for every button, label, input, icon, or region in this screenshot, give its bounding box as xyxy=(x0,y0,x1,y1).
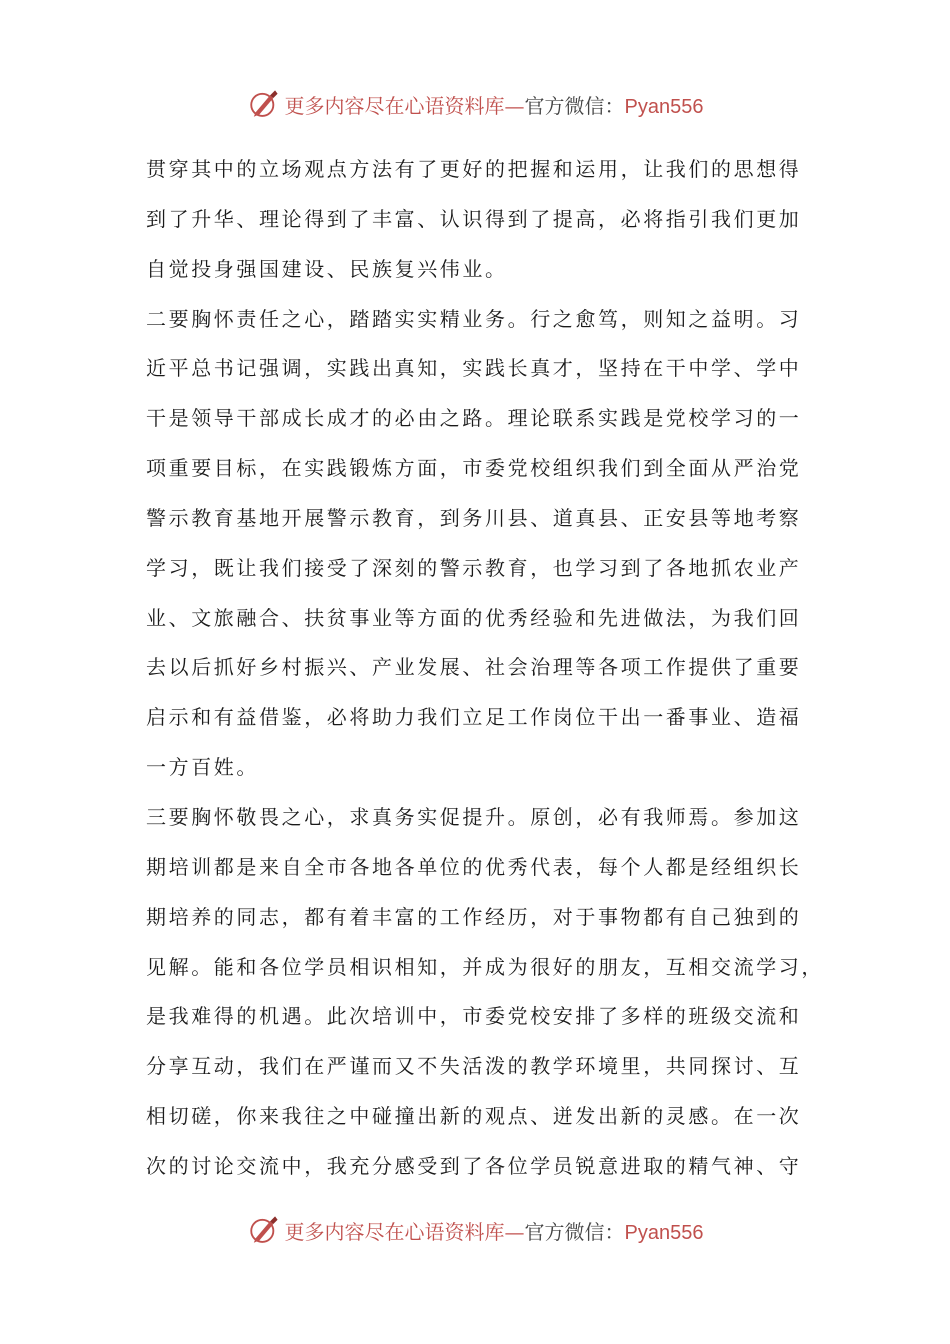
text-line: 贯穿其中的立场观点方法有了更好的把握和运用，让我们的思想得 xyxy=(146,157,802,181)
footer-dash: — xyxy=(504,1219,525,1244)
text-line: 启示和有益借鉴，必将助力我们立足工作岗位干出一番事业、造福 xyxy=(146,705,802,730)
text-line: 相切磋，你来我往之中碰撞出新的观点、迸发出新的灵感。在一次 xyxy=(146,1104,802,1129)
text-line: 业、文旅融合、扶贫事业等方面的优秀经验和先进做法，为我们回 xyxy=(146,605,802,630)
footer-label: 官方微信： xyxy=(524,1219,625,1244)
text-line: 期培养的同志，都有着丰富的工作经历，对于事物都有自己独到的 xyxy=(146,904,802,929)
text-line: 二要胸怀责任之心，踏踏实实精业务。行之愈笃，则知之益明。习 xyxy=(146,306,802,331)
footer-wechat-id: Pyan556 xyxy=(624,1221,704,1244)
text-line: 学习，既让我们接受了深刻的警示教育，也学习到了各地抓农业产 xyxy=(146,555,802,580)
pen-logo-icon xyxy=(247,1213,281,1247)
header-label: 官方微信： xyxy=(524,93,625,118)
footer-main-text: 更多内容尽在心语资料库 xyxy=(284,1219,505,1244)
header-dash: — xyxy=(504,93,525,118)
document-body xyxy=(146,145,824,1192)
text-line: 到了升华、理论得到了丰富、认识得到了提高，必将指引我们更加 xyxy=(146,206,802,231)
text-line: 项重要目标，在实践锻炼方面，市委党校组织我们到全面从严治党 xyxy=(146,456,802,481)
text-line: 去以后抓好乡村振兴、产业发展、社会治理等各项工作提供了重要 xyxy=(146,655,802,680)
text-line: 干是领导干部成长成才的必由之路。理论联系实践是党校学习的一 xyxy=(146,406,802,431)
footer-banner xyxy=(0,1210,950,1250)
text-line: 是我难得的机遇。此次培训中，市委党校安排了多样的班级交流和 xyxy=(146,1004,802,1029)
text-line: 自觉投身强国建设、民族复兴伟业。 xyxy=(146,256,508,281)
text-line: 期培训都是来自全市各地各单位的优秀代表，每个人都是经组织长 xyxy=(146,854,802,879)
text-line: 分享互动，我们在严谨而又不失活泼的教学环境里，共同探讨、互 xyxy=(146,1054,802,1079)
header-wechat-id: Pyan556 xyxy=(624,95,704,118)
footer-text xyxy=(285,1216,704,1245)
text-line: 近平总书记强调，实践出真知，实践长真才，坚持在干中学、学中 xyxy=(146,356,802,381)
header-banner xyxy=(0,84,950,124)
text-line: 次的讨论交流中，我充分感受到了各位学员锐意进取的精气神、守 xyxy=(146,1153,802,1178)
header-text xyxy=(285,90,704,119)
text-line: 三要胸怀敬畏之心，求真务实促提升。原创，必有我师焉。参加这 xyxy=(146,804,802,829)
pen-logo-icon xyxy=(247,87,281,121)
text-line: 警示教育基地开展警示教育，到务川县、道真县、正安县等地考察 xyxy=(146,505,802,530)
header-main-text: 更多内容尽在心语资料库 xyxy=(284,93,505,118)
text-line: 一方百姓。 xyxy=(146,755,259,780)
text-line: 见解。能和各位学员相识相知，并成为很好的朋友，互相交流学习， xyxy=(146,954,824,979)
